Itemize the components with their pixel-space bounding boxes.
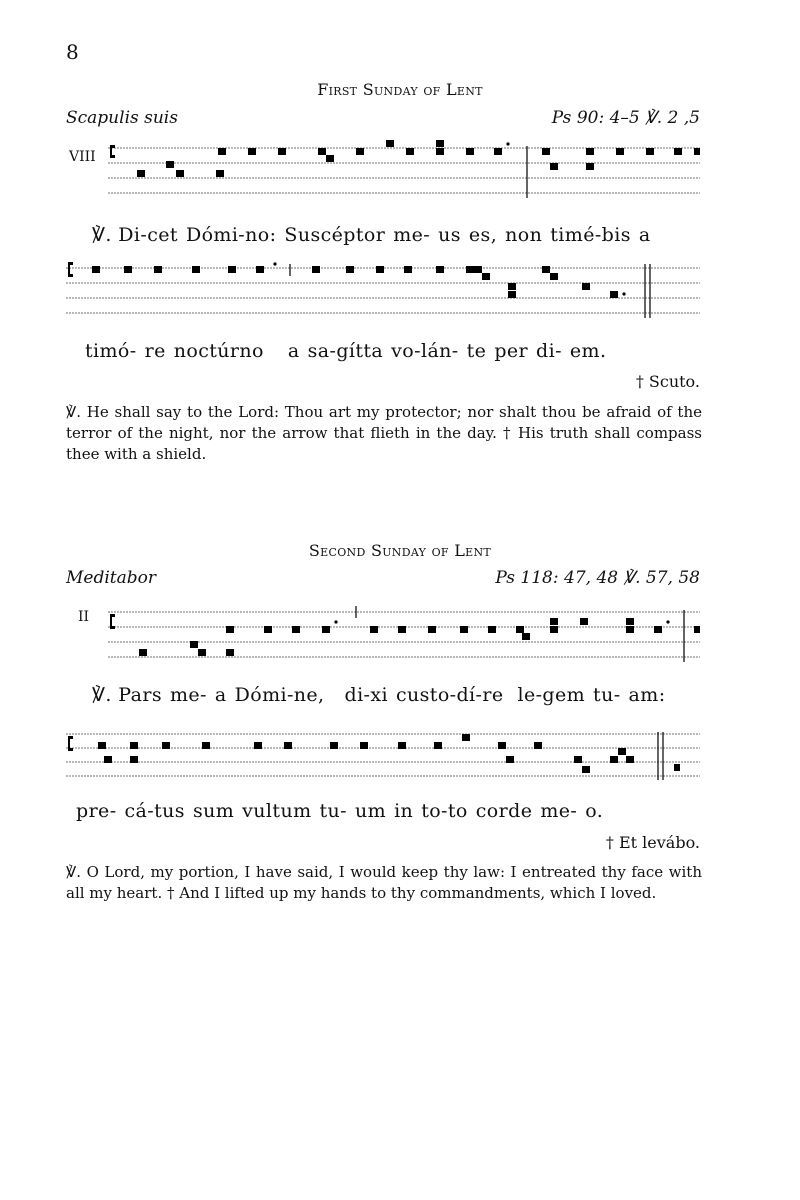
syllable: to-to: [421, 800, 468, 822]
syllable: vo-lán-: [391, 340, 459, 362]
neumes: [139, 618, 700, 656]
chant-staff: [0, 140, 800, 210]
section-title-first-sunday: First Sunday of Lent: [317, 80, 483, 99]
syllable: a: [214, 684, 227, 706]
lyrics-line-3: [92, 684, 732, 706]
translation: ℣. O Lord, my portion, I have said, I would keep thy law: I entreated thy face with all my heart. † And I lifted up my hands to thy commandments, which I loved.: [66, 863, 702, 902]
syllable: a: [638, 224, 651, 246]
section-title-second-sunday: Second Sunday of Lent: [308, 541, 492, 560]
psalm-reference: Ps 118: 47, 48 ℣. 57, 58: [495, 568, 700, 588]
chant-staff: [0, 258, 800, 328]
syllable: um: [355, 800, 387, 822]
syllable: cá-tus: [124, 800, 185, 822]
syllable: noctúrno: [173, 340, 264, 362]
syllable: Suscéptor: [284, 224, 386, 246]
syllable: corde: [475, 800, 533, 822]
syllable: Dómi-no:: [185, 224, 277, 246]
syllable: ℣. Di-cet: [92, 224, 178, 246]
syllable: tu-: [593, 684, 621, 706]
syllable: me-: [540, 800, 578, 822]
translation: ℣. He shall say to the Lord: Thou art my protector; nor shalt thou be afraid of the terror of the night, nor the arrow that flieth in the day. † His truth shall compass thee with a shield.: [66, 403, 702, 463]
syllable: sum: [192, 800, 235, 822]
syllable: di-xi: [344, 684, 388, 706]
chant-staff: [0, 604, 800, 668]
syllable: di-: [536, 340, 562, 362]
psalm-reference: Ps 90: 4–5 ℣. 2 ,5: [551, 108, 700, 128]
chant-staff: [0, 728, 800, 788]
syllable: le-gem: [517, 684, 586, 706]
syllable: us: [438, 224, 461, 246]
neumes: [98, 734, 680, 773]
refrain-cue: † Scuto.: [635, 372, 700, 391]
syllable: a: [287, 340, 300, 362]
syllable: me-: [169, 684, 207, 706]
syllable: re: [144, 340, 166, 362]
lyrics-line-4: [76, 800, 716, 822]
syllable: ℣. Pars: [92, 684, 162, 706]
syllable: am:: [628, 684, 666, 706]
syllable: custo-dí-re: [395, 684, 504, 706]
syllable: timé-bis: [550, 224, 631, 246]
syllable: per: [494, 340, 529, 362]
lyrics-line-1: [92, 224, 732, 246]
syllable: o.: [585, 800, 604, 822]
syllable: em.: [569, 340, 607, 362]
syllable: me-: [393, 224, 431, 246]
syllable: sa-gítta: [307, 340, 384, 362]
syllable: te: [466, 340, 487, 362]
mode-label: II: [78, 609, 90, 625]
refrain-cue: † Et levábo.: [605, 833, 700, 852]
lyrics-line-2: [85, 340, 725, 362]
mode-label: VIII: [69, 149, 96, 165]
syllable: timó-: [85, 340, 137, 362]
page-number: 8: [66, 40, 79, 64]
incipit: Scapulis suis: [66, 108, 178, 128]
syllable: in: [394, 800, 414, 822]
syllable: es,: [468, 224, 498, 246]
syllable: Dómi-ne,: [234, 684, 325, 706]
syllable: pre-: [76, 800, 117, 822]
incipit: Meditabor: [66, 568, 156, 588]
neumes: [137, 140, 700, 177]
syllable: tu-: [319, 800, 347, 822]
syllable: non: [505, 224, 543, 246]
syllable: vultum: [242, 800, 312, 822]
